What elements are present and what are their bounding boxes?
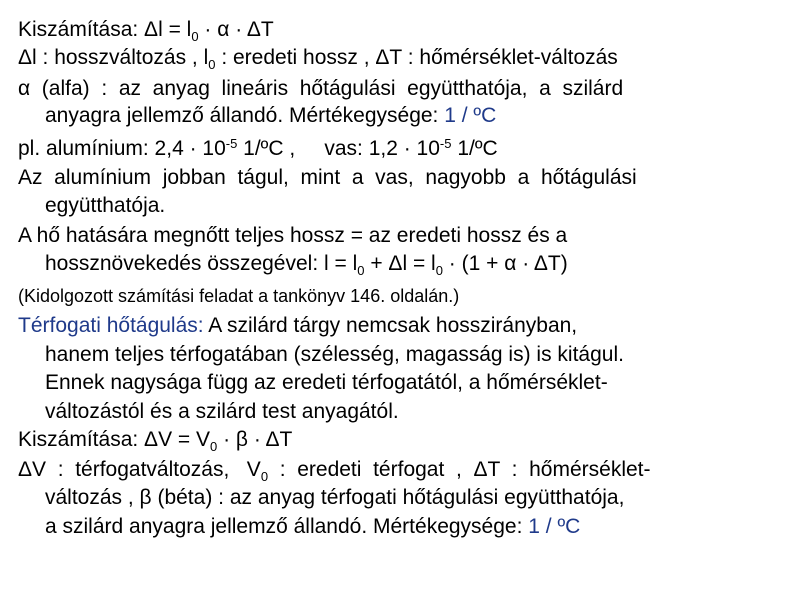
exponent: -5 <box>225 136 238 151</box>
text: 1/ºC , vas: 1,2 · 10 <box>237 137 440 160</box>
legend-volume-terms <box>18 456 776 484</box>
text: A szilárd tárgy nemcsak hosszirányban, <box>203 314 578 337</box>
volume-expansion-text-4 <box>45 398 776 426</box>
text: ΔV : térfogatváltozás, V <box>18 458 261 481</box>
text: hossznövekedés összegével: l = l <box>45 252 358 275</box>
text: Δl : hosszváltozás , l <box>18 46 209 69</box>
subscript: 0 <box>208 57 216 72</box>
unit-text: 1 / ºC <box>528 515 581 538</box>
text: a szilárd anyagra jellemző állandó. Mértékegysége: <box>45 515 529 538</box>
total-length-formula <box>45 250 776 278</box>
text: α (alfa) : az anyag lineáris hőtágulási együtthatója, a szilárd <box>18 77 624 100</box>
text: + Δl = l <box>364 252 436 275</box>
subscript: 0 <box>435 263 443 278</box>
alpha-definition-continued <box>45 102 776 130</box>
text: hanem teljes térfogatában (szélesség, magasság is) is kitágul. <box>45 343 624 366</box>
legend-linear-terms <box>18 44 776 72</box>
formula-volume-expansion <box>18 426 776 454</box>
text: : eredeti térfogat , ΔT : hőmérséklet- <box>268 458 651 481</box>
comparison-sentence <box>18 164 776 192</box>
subscript: 0 <box>260 469 269 484</box>
volume-expansion-text-3 <box>45 369 776 397</box>
subscript: 0 <box>210 439 218 454</box>
text: együtthatója. <box>45 194 166 217</box>
volume-expansion-heading <box>18 312 776 340</box>
text: · (1 + α · ΔT) <box>442 252 568 275</box>
text: Kiszámítása: Δl = l <box>18 18 192 41</box>
heading-text: Térfogati hőtágulás: <box>18 314 204 337</box>
textbook-reference <box>18 284 776 308</box>
text: Kiszámítása: ΔV = V <box>18 428 211 451</box>
total-length-sentence <box>18 222 776 250</box>
text: · α · ΔT <box>198 18 274 41</box>
text: anyagra jellemző állandó. Mértékegysége: <box>45 104 445 127</box>
alpha-definition <box>18 75 776 103</box>
unit-text: 1 / ºC <box>444 104 497 127</box>
comparison-sentence-continued <box>45 192 776 220</box>
text: (Kidolgozott számítási feladat a tankönyv 146. oldalán.) <box>18 286 460 306</box>
text: A hő hatására megnőtt teljes hossz = az eredeti hossz és a <box>18 224 568 247</box>
text: pl. alumínium: 2,4 · 10 <box>18 137 226 160</box>
formula-linear-expansion <box>18 16 776 44</box>
text: Az alumínium jobban tágul, mint a vas, nagyobb a hőtágulási <box>18 166 637 189</box>
subscript: 0 <box>357 263 365 278</box>
beta-definition <box>45 484 776 512</box>
example-coefficients <box>18 135 776 163</box>
subscript: 0 <box>191 29 199 44</box>
text: · β · ΔT <box>217 428 293 451</box>
beta-definition-continued <box>45 513 776 541</box>
text: változástól és a szilárd test anyagától. <box>45 400 399 423</box>
exponent: -5 <box>439 136 452 151</box>
text: Ennek nagysága függ az eredeti térfogatától, a hőmérséklet- <box>45 371 608 394</box>
text: változás , β (béta) : az anyag térfogati hőtágulási együtthatója, <box>45 486 625 509</box>
volume-expansion-text-2 <box>45 341 776 369</box>
text: 1/ºC <box>451 137 498 160</box>
text: : eredeti hossz , ΔT : hőmérséklet-változás <box>215 46 618 69</box>
